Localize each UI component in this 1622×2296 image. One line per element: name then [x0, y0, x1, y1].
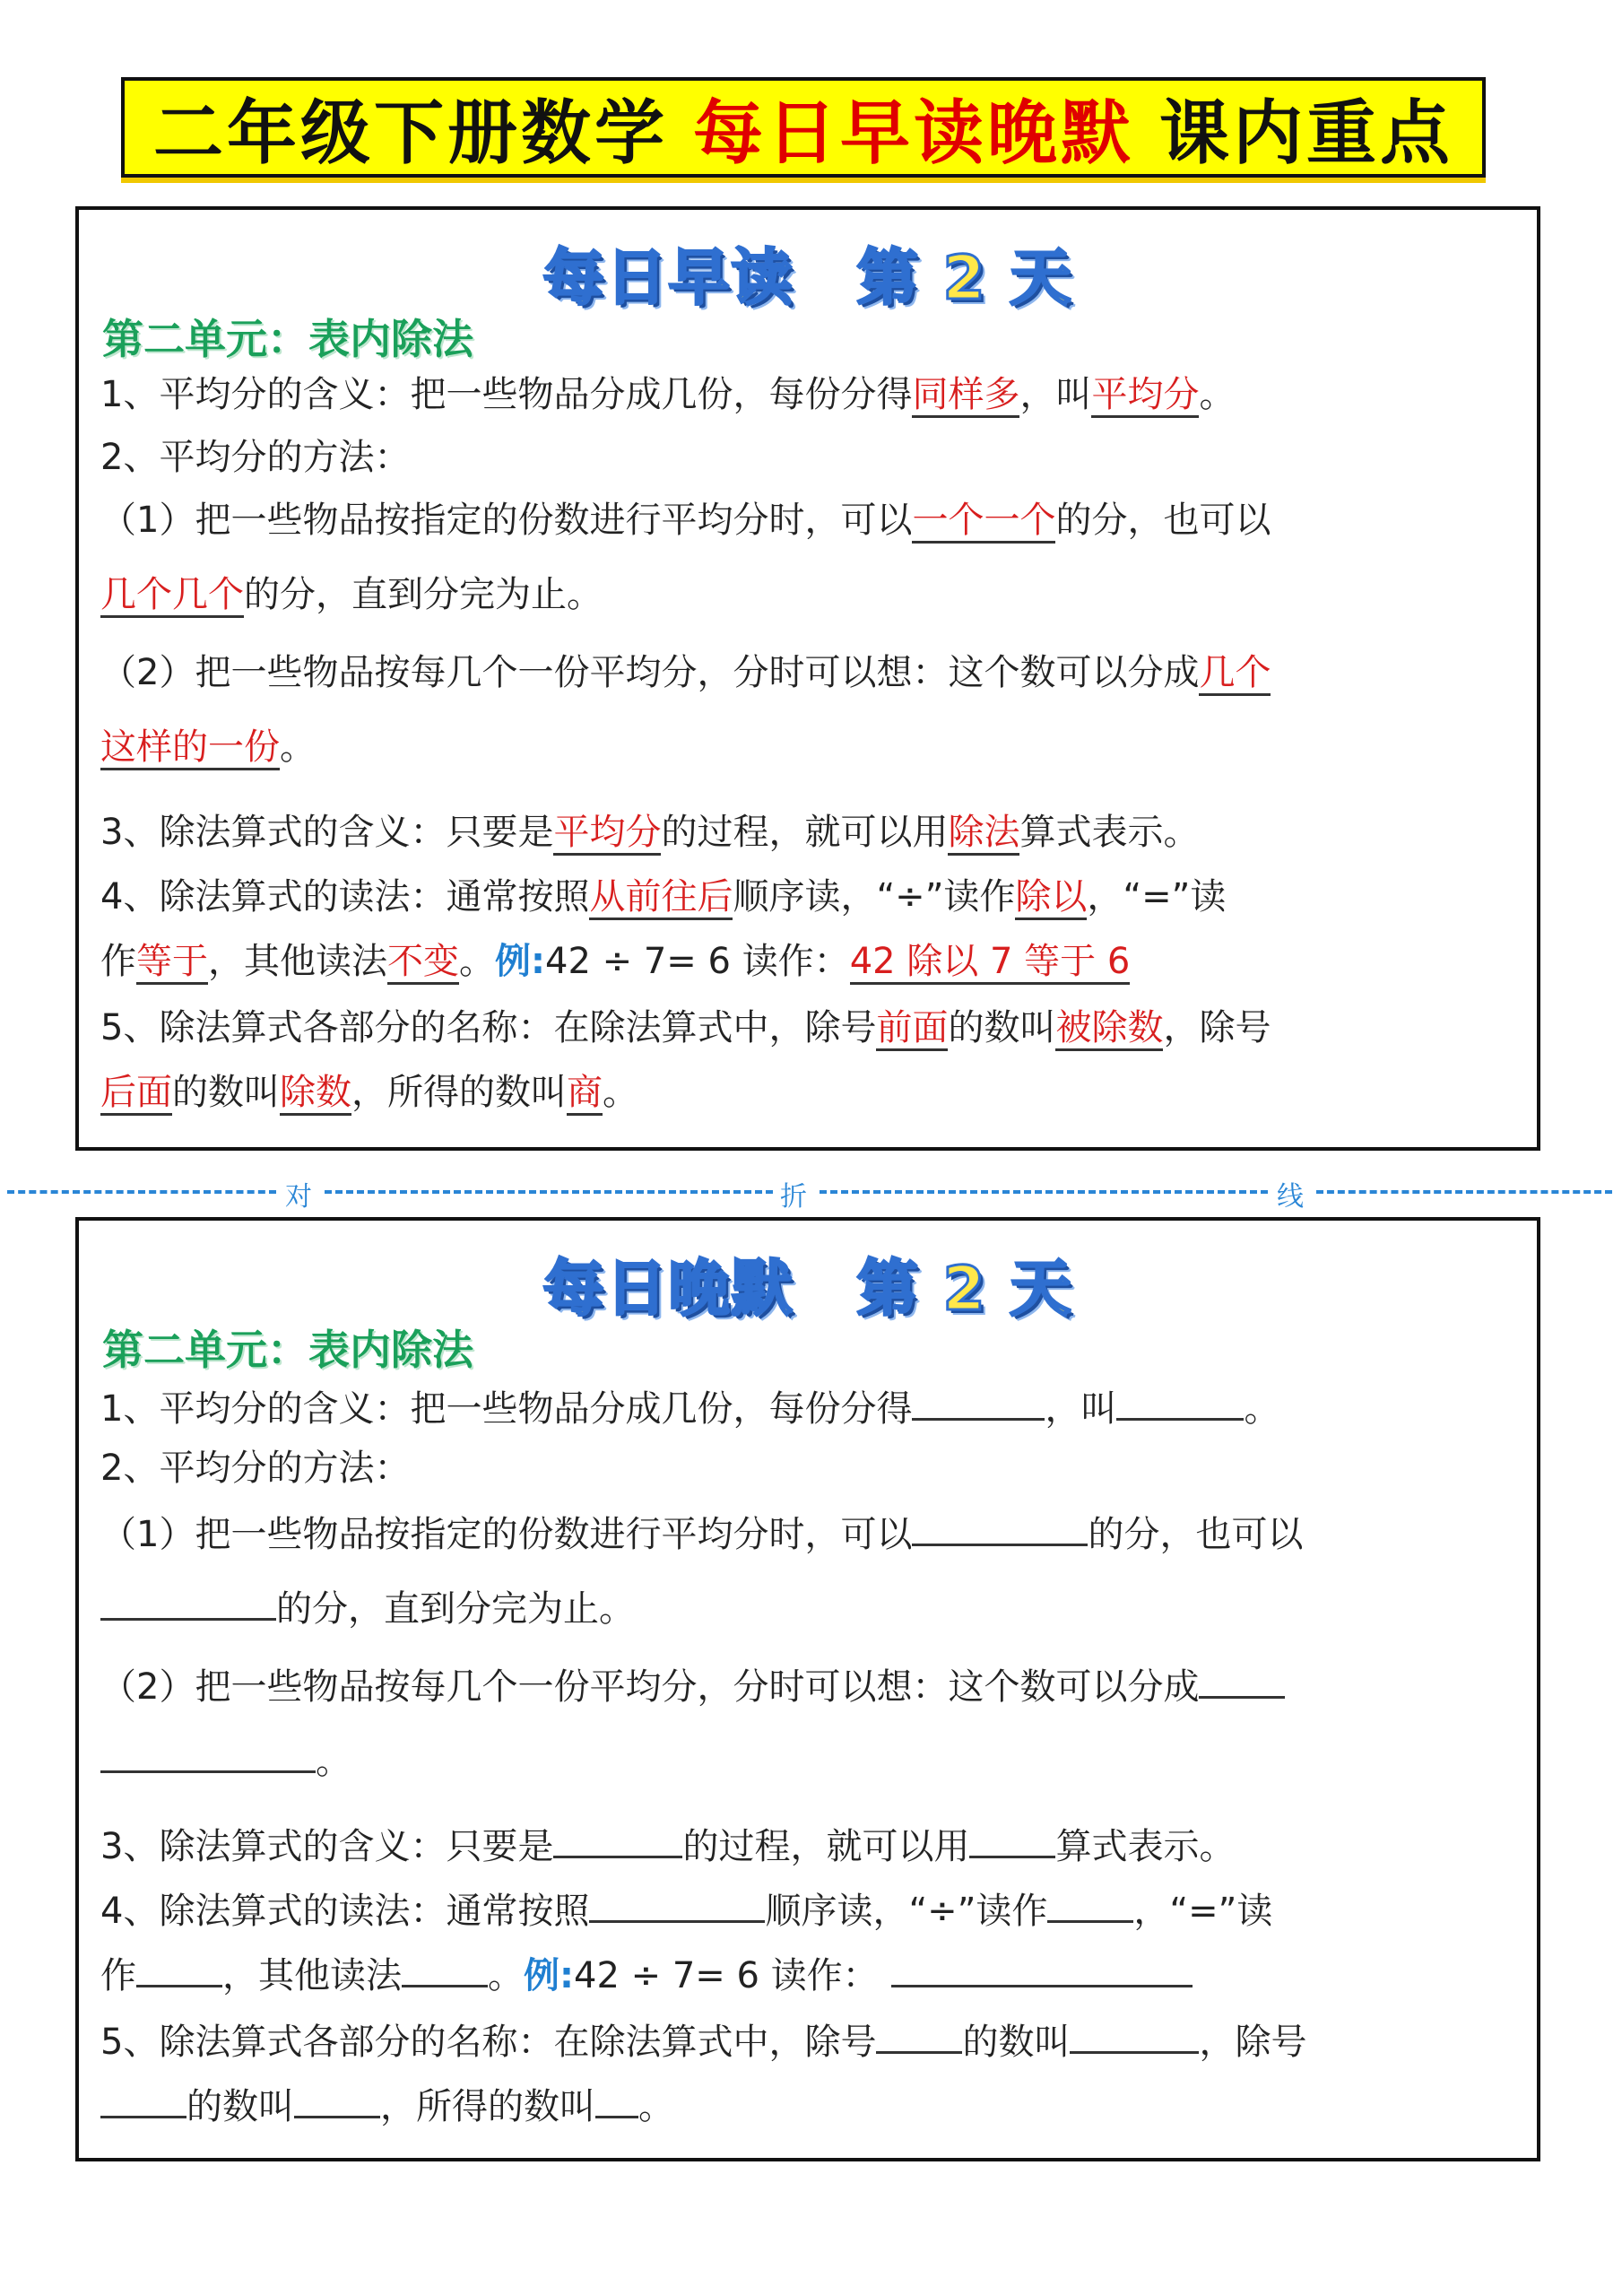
text-segment: 。 — [459, 941, 495, 982]
text-segment: 算式表示。 — [1019, 812, 1200, 853]
morning-item-2-2-cont — [100, 724, 1515, 770]
evening-card-title — [79, 1240, 1537, 1327]
fold-char-1: 对 — [285, 1181, 312, 1213]
morning-item-2 — [100, 434, 1515, 481]
morning-reading-card — [75, 206, 1540, 1151]
text-segment: ，所得的数叫 — [351, 1072, 567, 1113]
evening-day-label: 第 2 天 — [856, 1254, 1073, 1325]
text-segment: 42 ÷ 7= 6 读作： — [545, 941, 850, 982]
title-focus: 课内重点 — [1159, 92, 1454, 174]
text-segment: 的过程，就可以用 — [682, 1826, 970, 1867]
text-segment: （1）把一些物品按指定的份数进行平均分时，可以 — [100, 1514, 913, 1555]
text-segment: 的过程，就可以用 — [661, 812, 949, 853]
text-segment: 顺序读，“÷”读作 — [765, 1891, 1048, 1932]
text-segment: 的数叫 — [186, 2086, 294, 2127]
blank-field[interactable] — [589, 1884, 765, 1923]
text-segment: ，其他读法 — [208, 941, 387, 982]
text-segment: 1、平均分的含义：把一些物品分成几份，每份分得 — [100, 1388, 913, 1430]
text-segment: 的分，直到分完为止。 — [244, 574, 603, 615]
evening-item-3 — [100, 1820, 1515, 1870]
morning-item-2-1-cont — [100, 571, 1515, 618]
answer: 平均分 — [553, 812, 661, 856]
answer: 被除数 — [1055, 1007, 1163, 1051]
answer: 几个 — [1199, 652, 1271, 696]
answer: 后面 — [100, 1072, 172, 1116]
answer: 几个几个 — [100, 574, 244, 618]
morning-item-2-2 — [100, 649, 1515, 696]
text-segment: 的数叫 — [172, 1072, 280, 1113]
answer: 除数 — [280, 1072, 351, 1116]
text-segment: 的分，直到分完为止。 — [276, 1588, 635, 1630]
text-segment: 。 — [280, 726, 316, 768]
morning-item-1 — [100, 371, 1515, 418]
evening-item-2 — [100, 1445, 1515, 1492]
text-segment: 3、除法算式的含义：只要是 — [100, 812, 554, 853]
blank-field[interactable] — [891, 1949, 1193, 1987]
evening-title-text: 每日晚默 — [542, 1254, 794, 1325]
text-segment: ，叫 — [1045, 1388, 1117, 1430]
answer: 前面 — [876, 1007, 948, 1051]
evening-item-5-cont — [100, 2080, 1515, 2130]
text-segment: 作 — [100, 941, 136, 982]
morning-item-5 — [100, 1004, 1515, 1051]
text-segment: 的数叫 — [962, 2022, 1071, 2063]
evening-item-4-cont — [100, 1949, 1515, 1999]
text-segment: 的分，也可以 — [1055, 500, 1271, 541]
blank-field[interactable] — [595, 2080, 638, 2118]
text-segment: 4、除法算式的读法：通常按照 — [100, 1891, 590, 1932]
text-segment: 1、平均分的含义：把一些物品分成几份，每份分得 — [100, 374, 913, 415]
answer: 不变 — [387, 941, 459, 985]
morning-day-label: 第 2 天 — [856, 243, 1073, 314]
text-segment: ，叫 — [1019, 374, 1092, 415]
text-segment: 。 — [1244, 1388, 1280, 1430]
answer: 平均分 — [1091, 374, 1199, 418]
blank-field[interactable] — [136, 1949, 222, 1987]
morning-title-text: 每日早读 — [542, 243, 794, 314]
evening-item-2-2-cont — [100, 1735, 1515, 1785]
morning-card-title — [79, 230, 1537, 317]
text-segment: 3、除法算式的含义：只要是 — [100, 1826, 554, 1867]
text-segment: （2）把一些物品按每几个一份平均分，分时可以想：这个数可以分成 — [100, 652, 1200, 693]
blank-field[interactable] — [402, 1949, 488, 1987]
blank-field[interactable] — [1199, 1660, 1285, 1699]
text-segment: （2）把一些物品按每几个一份平均分，分时可以想：这个数可以分成 — [100, 1666, 1200, 1708]
evening-item-2-1-cont — [100, 1582, 1515, 1632]
title-grade: 二年级下册数学 — [152, 92, 668, 174]
answer: 42 除以 7 等于 6 — [850, 941, 1131, 985]
answer: 一个一个 — [912, 500, 1055, 544]
header-banner — [121, 77, 1486, 183]
blank-field[interactable] — [876, 2015, 962, 2054]
title-highlight: 每日早读晚默 — [692, 92, 1134, 174]
blank-field[interactable] — [1047, 1884, 1133, 1923]
fold-line — [0, 1178, 1622, 1213]
blank-field[interactable] — [100, 1582, 276, 1621]
text-segment: 。 — [316, 1741, 351, 1782]
text-segment: ，“=”读 — [1133, 1891, 1273, 1932]
morning-item-3 — [100, 809, 1515, 856]
blank-field[interactable] — [553, 1820, 682, 1858]
blank-field[interactable] — [912, 1382, 1045, 1421]
text-segment: 5、除法算式各部分的名称：在除法算式中，除号 — [100, 1007, 877, 1048]
fold-char-2: 折 — [780, 1181, 807, 1213]
answer: 同样多 — [912, 374, 1019, 418]
morning-item-4 — [100, 874, 1515, 920]
example-label: 例: — [495, 941, 545, 982]
evening-item-2-2 — [100, 1660, 1515, 1710]
text-segment: 。 — [638, 2086, 674, 2127]
blank-field[interactable] — [1070, 2015, 1199, 2054]
answer: 除法 — [948, 812, 1019, 856]
blank-field[interactable] — [1116, 1382, 1244, 1421]
text-segment: 4、除法算式的读法：通常按照 — [100, 876, 590, 918]
morning-item-2-1 — [100, 497, 1515, 544]
evening-item-5 — [100, 2015, 1515, 2066]
example-label: 例: — [524, 1955, 574, 1996]
morning-item-5-cont — [100, 1069, 1515, 1116]
text-segment: 的数叫 — [948, 1007, 1056, 1048]
evening-item-4 — [100, 1884, 1515, 1935]
morning-unit-title: 第二单元：表内除法 — [102, 315, 473, 363]
text-segment: 。 — [603, 1072, 638, 1113]
text-segment: 2、平均分的方法： — [100, 437, 411, 478]
fold-char-3: 线 — [1277, 1181, 1304, 1213]
blank-field[interactable] — [969, 1820, 1055, 1858]
evening-item-2-1 — [100, 1508, 1515, 1558]
text-segment: ，其他读法 — [222, 1955, 402, 1996]
morning-item-4-cont — [100, 938, 1515, 985]
blank-field[interactable] — [912, 1508, 1088, 1546]
text-segment: 的分，也可以 — [1088, 1514, 1304, 1555]
text-segment: （1）把一些物品按指定的份数进行平均分时，可以 — [100, 500, 913, 541]
text-segment: ，所得的数叫 — [380, 2086, 595, 2127]
answer: 除以 — [1015, 876, 1087, 920]
text-segment: ，“=”读 — [1087, 876, 1227, 918]
evening-recall-card — [75, 1217, 1540, 2161]
blank-field[interactable] — [100, 2080, 186, 2118]
text-segment: 。 — [1199, 374, 1236, 415]
text-segment: 。 — [488, 1955, 524, 1996]
answer: 等于 — [136, 941, 208, 985]
text-segment: 算式表示。 — [1055, 1826, 1236, 1867]
text-segment: ，除号 — [1199, 2022, 1307, 2063]
text-segment: 42 ÷ 7= 6 读作： — [574, 1955, 879, 1996]
page-title — [153, 77, 1453, 178]
answer: 从前往后 — [589, 876, 733, 920]
text-segment: 5、除法算式各部分的名称：在除法算式中，除号 — [100, 2022, 877, 2063]
blank-field[interactable] — [294, 2080, 380, 2118]
answer: 这样的一份 — [100, 726, 280, 770]
answer: 商 — [567, 1072, 603, 1116]
text-segment: ，除号 — [1163, 1007, 1271, 1048]
text-segment: 2、平均分的方法： — [100, 1448, 411, 1489]
evening-item-1 — [100, 1382, 1515, 1432]
evening-unit-title: 第二单元：表内除法 — [102, 1326, 473, 1374]
text-segment: 作 — [100, 1955, 136, 1996]
blank-field[interactable] — [100, 1735, 316, 1773]
text-segment: 顺序读，“÷”读作 — [733, 876, 1016, 918]
